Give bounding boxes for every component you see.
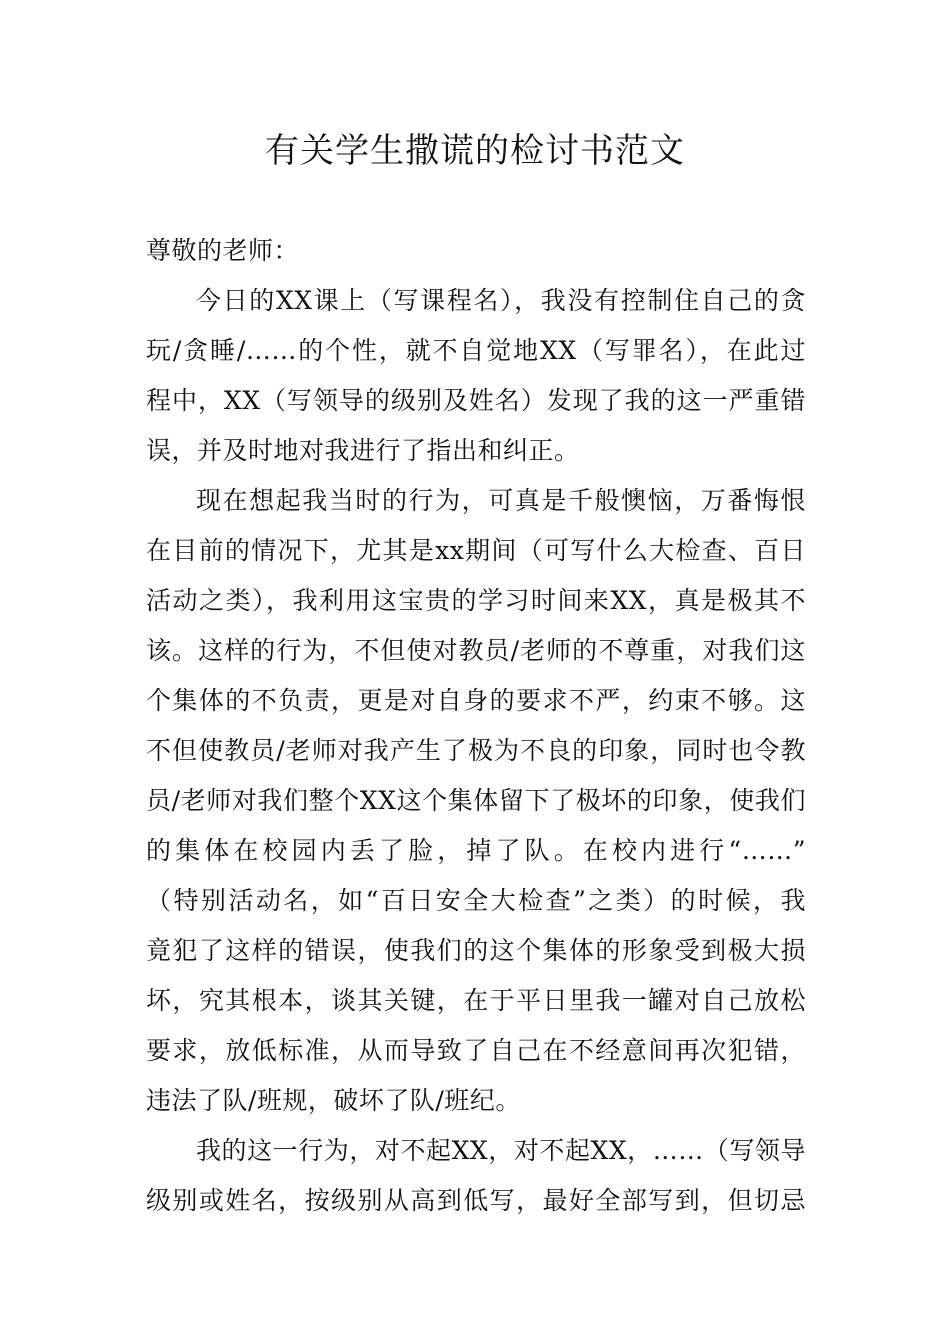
- paragraph-1: [146, 276, 806, 476]
- text-line: 玩/贪睡/……的个性，就不自觉地XX（写罪名），在此过: [146, 336, 806, 365]
- text-line: 的集体在校园内丢了脸，掉了队。在校内进行“……”: [146, 836, 806, 865]
- paragraph-3: [146, 1126, 806, 1226]
- text-line: 违法了队/班规，破坏了队/班纪。: [146, 1086, 521, 1115]
- text-line: 该。这样的行为，不但使对教员/老师的不尊重，对我们这: [146, 636, 806, 665]
- text-line: 坏，究其根本，谈其关键，在于平日里我一罐对自己放松: [146, 986, 806, 1015]
- text-line: 在目前的情况下，尤其是xx期间（可写什么大检查、百日: [146, 536, 806, 565]
- text-line: 现在想起我当时的行为，可真是千般懊恼，万番悔恨: [196, 486, 806, 515]
- text-line: 误，并及时地对我进行了指出和纠正。: [146, 436, 580, 465]
- text-line: 要求，放低标准，从而导致了自己在不经意间再次犯错，: [146, 1036, 806, 1065]
- text-line: 不但使教员/老师对我产生了极为不良的印象，同时也令教: [146, 736, 806, 765]
- text-line: 个集体的不负责，更是对自身的要求不严，约束不够。这: [146, 686, 806, 715]
- text-line: 今日的XX课上（写课程名），我没有控制住自己的贪: [196, 286, 806, 315]
- document-body: [146, 226, 806, 1226]
- text-line: 竟犯了这样的错误，使我们的这个集体的形象受到极大损: [146, 936, 806, 965]
- text-line: 级别或姓名，按级别从高到低写，最好全部写到，但切忌: [146, 1186, 806, 1215]
- text-line: 员/老师对我们整个XX这个集体留下了极坏的印象，使我们: [146, 786, 806, 815]
- text-line: 我的这一行为，对不起XX，对不起XX，……（写领导: [196, 1136, 806, 1165]
- text-line: 活动之类），我利用这宝贵的学习时间来XX，真是极其不: [146, 586, 806, 615]
- salutation: 尊敬的老师：: [146, 236, 300, 265]
- paragraph-2: [146, 476, 806, 1126]
- text-line: 程中，XX（写领导的级别及姓名）发现了我的这一严重错: [146, 386, 806, 415]
- document-title: 有关学生撒谎的检讨书范文: [265, 131, 685, 171]
- text-line: （特别活动名，如“百日安全大检查”之类）的时候，我: [146, 886, 806, 915]
